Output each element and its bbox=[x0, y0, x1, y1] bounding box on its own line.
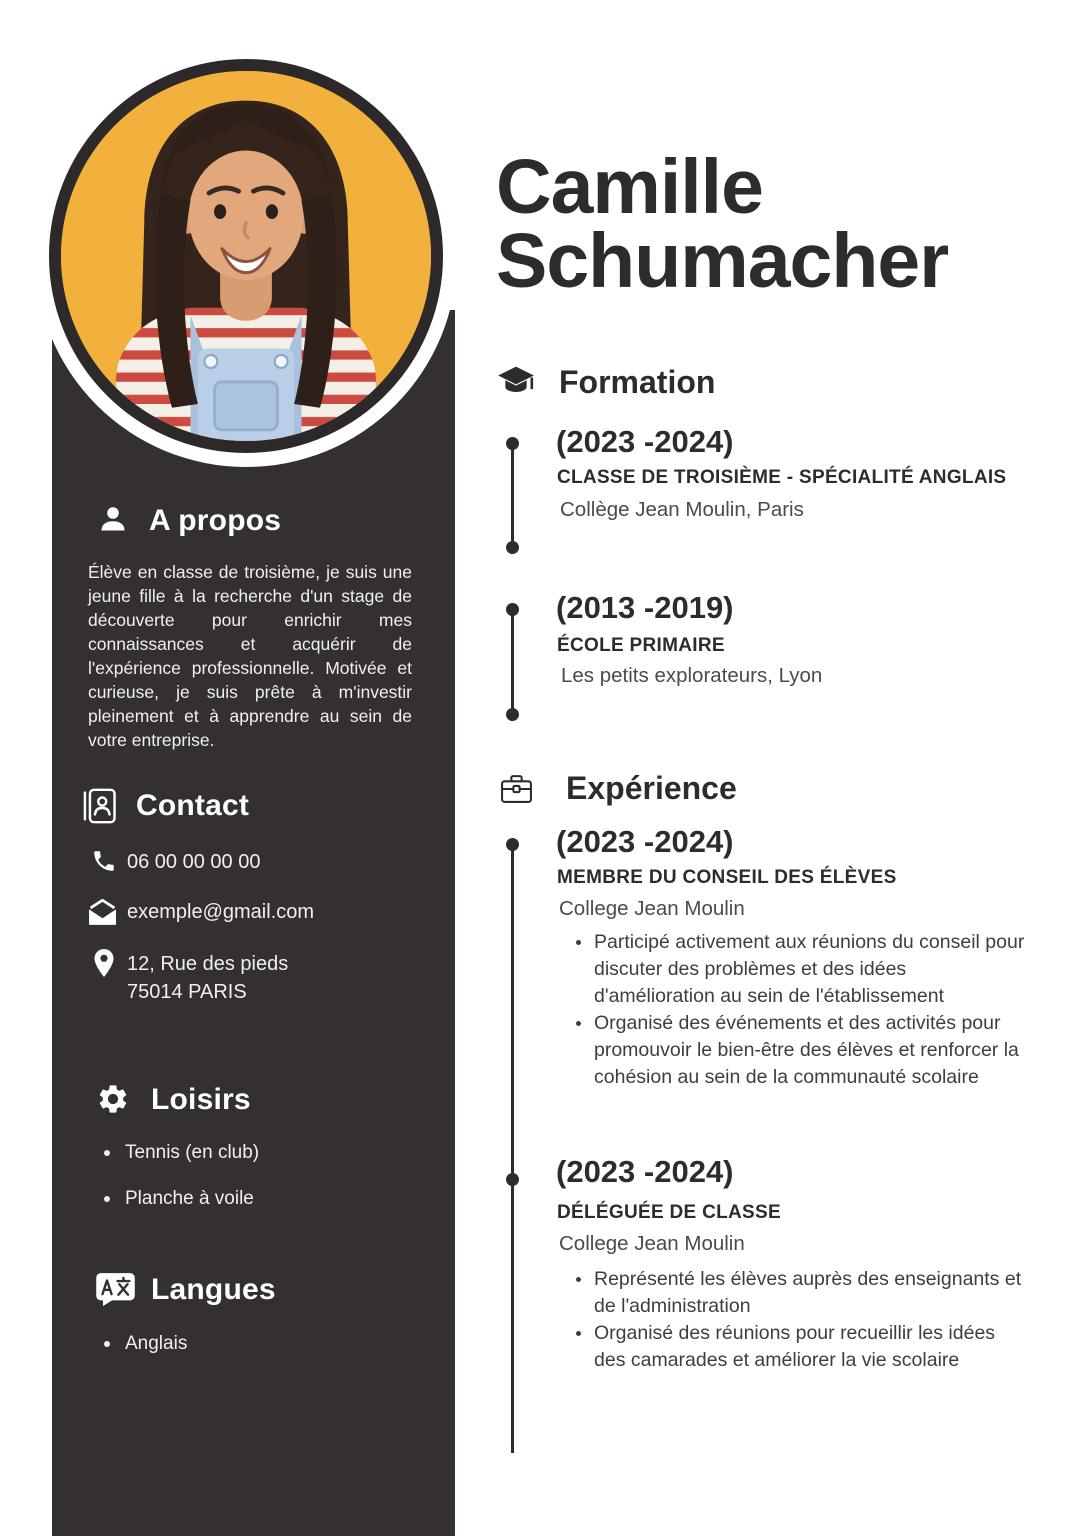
timeline-line bbox=[511, 609, 514, 714]
bullet-dot bbox=[576, 1277, 581, 1282]
bullet-dot bbox=[104, 1341, 110, 1347]
bullet-text: Représenté les élèves auprès des enseignants et de l'administration bbox=[594, 1268, 1022, 1317]
address-book-icon bbox=[82, 787, 118, 830]
address-line2: 75014 PARIS bbox=[127, 981, 247, 1003]
location-pin-icon bbox=[92, 948, 116, 983]
name-line2: Schumacher bbox=[496, 218, 949, 304]
name-line1: Camille bbox=[496, 144, 763, 230]
email-value: exemple@gmail.com bbox=[127, 901, 315, 923]
formation-entry-dates: (2013 -2019) bbox=[556, 590, 734, 625]
bullet-dot bbox=[576, 1331, 581, 1336]
list-item bbox=[558, 1266, 1030, 1320]
languages-title: Langues bbox=[151, 1273, 276, 1306]
timeline-dot bbox=[506, 541, 519, 554]
formation-entry-dates: (2023 -2024) bbox=[556, 424, 734, 459]
bullet-text: Organisé des événements et des activités pour promouvoir le bien-être des élèves et renforcer la cohésion au sein de la communauté scolaire bbox=[594, 1012, 1019, 1088]
gear-icon bbox=[96, 1082, 130, 1121]
hobby-label: Tennis (en club) bbox=[125, 1142, 260, 1163]
timeline-dot bbox=[506, 708, 519, 721]
hobbies-title: Loisirs bbox=[151, 1083, 251, 1116]
list-item bbox=[558, 1010, 1030, 1091]
profile-photo-illustration bbox=[61, 71, 431, 441]
translate-icon bbox=[95, 1272, 136, 1311]
bullet-dot bbox=[576, 1021, 581, 1026]
contact-title: Contact bbox=[136, 789, 250, 822]
address-value bbox=[127, 950, 288, 1006]
formation-entry-school: Les petits explorateurs, Lyon bbox=[561, 664, 823, 687]
formation-section-header bbox=[497, 362, 715, 402]
timeline-line bbox=[511, 443, 514, 547]
experience-entry-role: MEMBRE DU CONSEIL DES ÉLÈVES bbox=[557, 867, 897, 888]
timeline-line bbox=[511, 845, 514, 1453]
formation-entry-school: Collège Jean Moulin, Paris bbox=[560, 498, 804, 521]
hobby-item bbox=[104, 1140, 259, 1166]
experience-section-header bbox=[500, 768, 737, 808]
bullet-dot bbox=[104, 1196, 110, 1202]
experience-bullet-list bbox=[558, 1266, 1030, 1374]
timeline-dot bbox=[506, 1173, 519, 1186]
formation-entry-degree: ÉCOLE PRIMAIRE bbox=[557, 635, 725, 656]
graduation-cap-icon bbox=[497, 365, 535, 399]
person-icon bbox=[98, 504, 128, 539]
list-item bbox=[558, 929, 1030, 1010]
phone-value: 06 00 00 00 00 bbox=[127, 851, 261, 873]
timeline-dot bbox=[506, 437, 519, 450]
formation-entry-degree: CLASSE DE TROISIÈME - SPÉCIALITÉ ANGLAIS bbox=[557, 467, 1007, 488]
timeline-dot bbox=[506, 603, 519, 616]
hobby-label: Planche à voile bbox=[125, 1188, 254, 1209]
hobby-item bbox=[104, 1186, 254, 1212]
open-mail-icon bbox=[88, 899, 117, 931]
experience-entry-dates: (2023 -2024) bbox=[556, 824, 734, 859]
experience-entry-role: DÉLÉGUÉE DE CLASSE bbox=[557, 1202, 781, 1223]
experience-entry-dates: (2023 -2024) bbox=[556, 1154, 734, 1189]
language-label: Anglais bbox=[125, 1333, 188, 1354]
experience-title: Expérience bbox=[566, 770, 737, 806]
page-title bbox=[496, 144, 949, 304]
profile-photo bbox=[49, 59, 443, 453]
address-line1: 12, Rue des pieds bbox=[127, 953, 289, 975]
bullet-dot bbox=[104, 1150, 110, 1156]
bullet-dot bbox=[576, 940, 581, 945]
experience-bullet-list bbox=[558, 929, 1030, 1091]
about-title: A propos bbox=[149, 504, 282, 537]
list-item bbox=[558, 1320, 1030, 1374]
profile-photo-frame bbox=[35, 45, 457, 467]
timeline-dot bbox=[506, 838, 519, 851]
bullet-text: Organisé des réunions pour recueillir les idées des camarades et améliorer la vie scolaire bbox=[594, 1322, 996, 1371]
bullet-text: Participé activement aux réunions du conseil pour discuter des problèmes et des idées d'amélioration au sein de l'établissement bbox=[594, 931, 1025, 1007]
language-item bbox=[104, 1331, 187, 1357]
sidebar-panel bbox=[52, 310, 455, 1536]
briefcase-icon bbox=[500, 773, 533, 804]
about-text: Élève en classe de troisième, je suis une jeune fille à la recherche d'un stage de découverte pour enrichir mes connaissances et acquérir de l'expérience professionnelle. Motivée et curieuse, je suis prête à m'investir pleinement et à apprendre au sein de votre entreprise. bbox=[88, 562, 412, 750]
experience-entry-org: College Jean Moulin bbox=[559, 897, 745, 920]
formation-title: Formation bbox=[559, 364, 716, 400]
experience-entry-org: College Jean Moulin bbox=[559, 1232, 745, 1255]
phone-icon bbox=[91, 848, 117, 879]
